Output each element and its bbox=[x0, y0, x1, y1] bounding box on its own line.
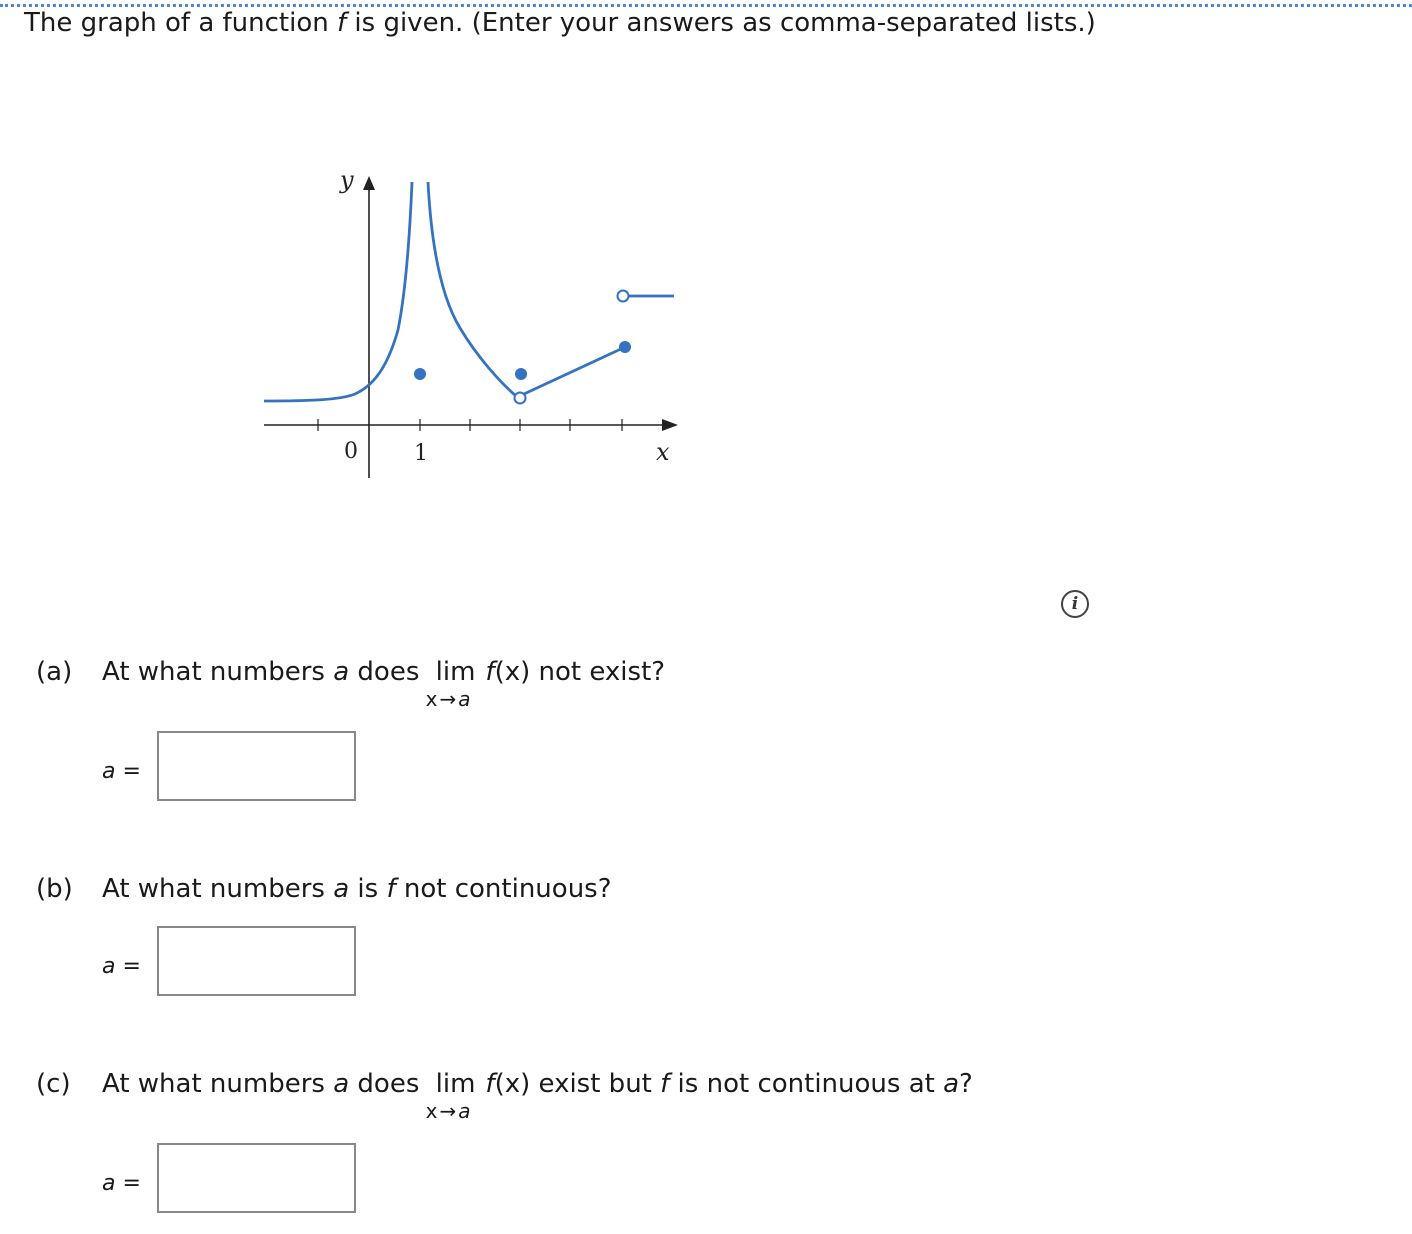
qc-text-before: At what numbers bbox=[102, 1069, 334, 1099]
qc-func2: f bbox=[660, 1069, 670, 1099]
top-dotted-rule bbox=[0, 4, 1412, 7]
qa-lim-target: a bbox=[458, 687, 471, 711]
answer-c-input[interactable] bbox=[157, 1143, 356, 1213]
question-b-label: (b) bbox=[36, 874, 73, 904]
qc-lim-target: a bbox=[458, 1099, 471, 1123]
answer-a-var: a bbox=[102, 759, 116, 784]
qc-func: f bbox=[485, 1069, 495, 1099]
qc-var2: a bbox=[943, 1069, 960, 1099]
filled-point bbox=[414, 368, 426, 380]
tick-label-zero: 0 bbox=[344, 439, 358, 464]
filled-point bbox=[619, 341, 631, 353]
answer-a-input[interactable] bbox=[157, 731, 356, 801]
answer-a-label bbox=[102, 759, 141, 784]
question-a-label: (a) bbox=[36, 657, 73, 687]
qb-var: a bbox=[333, 874, 350, 904]
question-b-text bbox=[102, 874, 612, 904]
qa-text-before: At what numbers bbox=[102, 657, 334, 687]
function-graph bbox=[250, 160, 690, 490]
answer-a-eq: = bbox=[122, 759, 141, 784]
answer-b-label bbox=[102, 954, 141, 979]
qb-func: f bbox=[386, 874, 396, 904]
qc-lim-word: lim bbox=[435, 1069, 476, 1099]
answer-c-var: a bbox=[102, 1171, 116, 1196]
prompt-end: is given. (Enter your answers as comma-separated lists.) bbox=[346, 8, 1096, 38]
answer-b-var: a bbox=[102, 954, 116, 979]
qa-lim-arrow: → bbox=[439, 687, 457, 711]
qc-func-arg: (x) bbox=[494, 1069, 531, 1099]
filled-point bbox=[515, 368, 527, 380]
qc-lim-sub-var: x bbox=[425, 1099, 438, 1123]
qc-text-end: is not continuous at bbox=[669, 1069, 944, 1099]
qa-text-mid: does bbox=[349, 657, 428, 687]
prompt-start: The graph of a function bbox=[24, 8, 337, 38]
qb-text-after: not continuous? bbox=[395, 874, 612, 904]
qa-lim-word: lim bbox=[435, 657, 476, 687]
qa-var: a bbox=[333, 657, 350, 687]
info-icon[interactable]: i bbox=[1061, 590, 1089, 618]
problem-prompt bbox=[24, 8, 1096, 38]
answer-c-eq: = bbox=[122, 1171, 141, 1196]
answer-b-eq: = bbox=[122, 954, 141, 979]
x-axis-label: x bbox=[656, 438, 670, 466]
curve-middle-branch bbox=[428, 182, 516, 396]
qc-text-after: exist but bbox=[530, 1069, 661, 1099]
qa-func: f bbox=[485, 657, 495, 687]
y-axis-label: y bbox=[340, 166, 354, 194]
curve-left-branch bbox=[264, 182, 412, 401]
question-c-label: (c) bbox=[36, 1069, 71, 1099]
open-point bbox=[515, 393, 526, 404]
qc-var: a bbox=[333, 1069, 350, 1099]
qb-text-mid: is bbox=[349, 874, 387, 904]
question-c-text bbox=[102, 1069, 973, 1123]
x-axis-arrow bbox=[662, 419, 678, 431]
qc-text-mid: does bbox=[349, 1069, 428, 1099]
qc-limit bbox=[425, 1069, 476, 1123]
qb-text-before: At what numbers bbox=[102, 874, 334, 904]
answer-c-label bbox=[102, 1171, 141, 1196]
qa-text-after: not exist? bbox=[530, 657, 666, 687]
tick-label-one: 1 bbox=[414, 441, 428, 466]
qa-func-arg: (x) bbox=[494, 657, 531, 687]
open-point bbox=[618, 291, 629, 302]
qa-lim-subscript bbox=[426, 687, 471, 711]
qa-lim-sub-var: x bbox=[425, 687, 438, 711]
qc-text-final: ? bbox=[959, 1069, 973, 1099]
question-a-text bbox=[102, 657, 666, 711]
y-axis-arrow bbox=[363, 176, 375, 190]
qc-lim-subscript bbox=[426, 1099, 471, 1123]
answer-b-input[interactable] bbox=[157, 926, 356, 996]
qa-limit bbox=[425, 657, 476, 711]
qc-lim-arrow: → bbox=[439, 1099, 457, 1123]
curve-linear-segment bbox=[524, 348, 623, 394]
prompt-function-var: f bbox=[337, 8, 347, 38]
